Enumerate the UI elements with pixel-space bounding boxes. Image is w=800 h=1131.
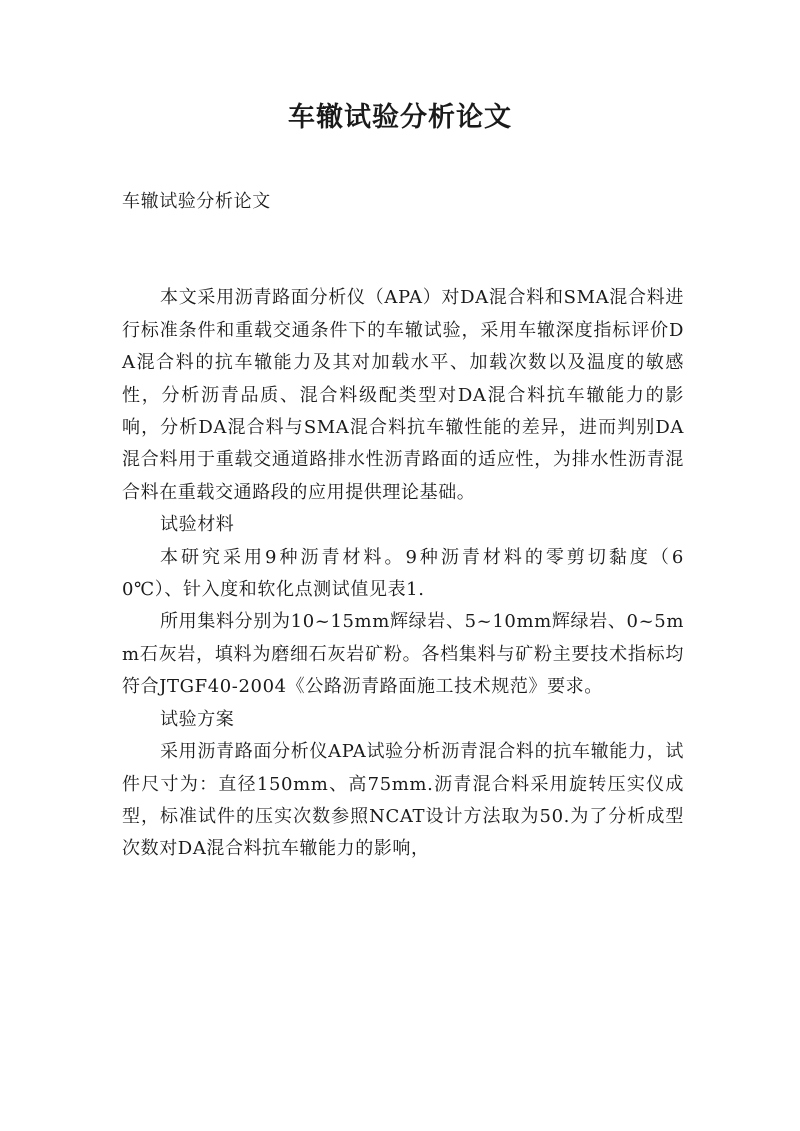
abstract-paragraph: 本文采用沥青路面分析仪（APA）对DA混合料和SMA混合料进行标准条件和重载交通条件下的车辙试验，采用车辙深度指标评价DA混合料的抗车辙能力及其对加载水平、加载次数以及温度的敏感性，分析沥青品质、混合料级配类型对DA混合料抗车辙能力的影响，分析DA混合料与SMA混合料抗车辙性能的差异，进而判别DA混合料用于重载交通道路排水性沥青路面的适应性，为排水性沥青混合料在重载交通路段的应用提供理论基础。: [122, 287, 684, 503]
document-subtitle: 车辙试验分析论文: [122, 191, 271, 212]
section-heading-scheme: 试验方案: [160, 708, 235, 730]
document-title: 车辙试验分析论文: [288, 102, 512, 133]
blank-line: [122, 250, 684, 282]
document-body: [122, 186, 684, 866]
scheme-paragraph: 采用沥青路面分析仪APA试验分析沥青混合料的抗车辙能力，试件尺寸为：直径150mm、高75mm.沥青混合料采用旋转压实仪成型，标准试件的压实次数参照NCAT设计方法取为50.为了分析成型次数对DA混合料抗车辙能力的影响，: [122, 741, 684, 860]
materials-paragraph: 本研究采用9种沥青材料。9种沥青材料的零剪切黏度（60℃）、针入度和软化点测试值见表1.: [122, 546, 684, 601]
aggregates-paragraph: 所用集料分别为10~15mm辉绿岩、5~10mm辉绿岩、0~5mm石灰岩，填料为磨细石灰岩矿粉。各档集料与矿粉主要技术指标均符合JTGF40-2004《公路沥青路面施工技术规范》要求。: [122, 611, 684, 698]
section-heading-materials: 试验材料: [160, 514, 235, 536]
